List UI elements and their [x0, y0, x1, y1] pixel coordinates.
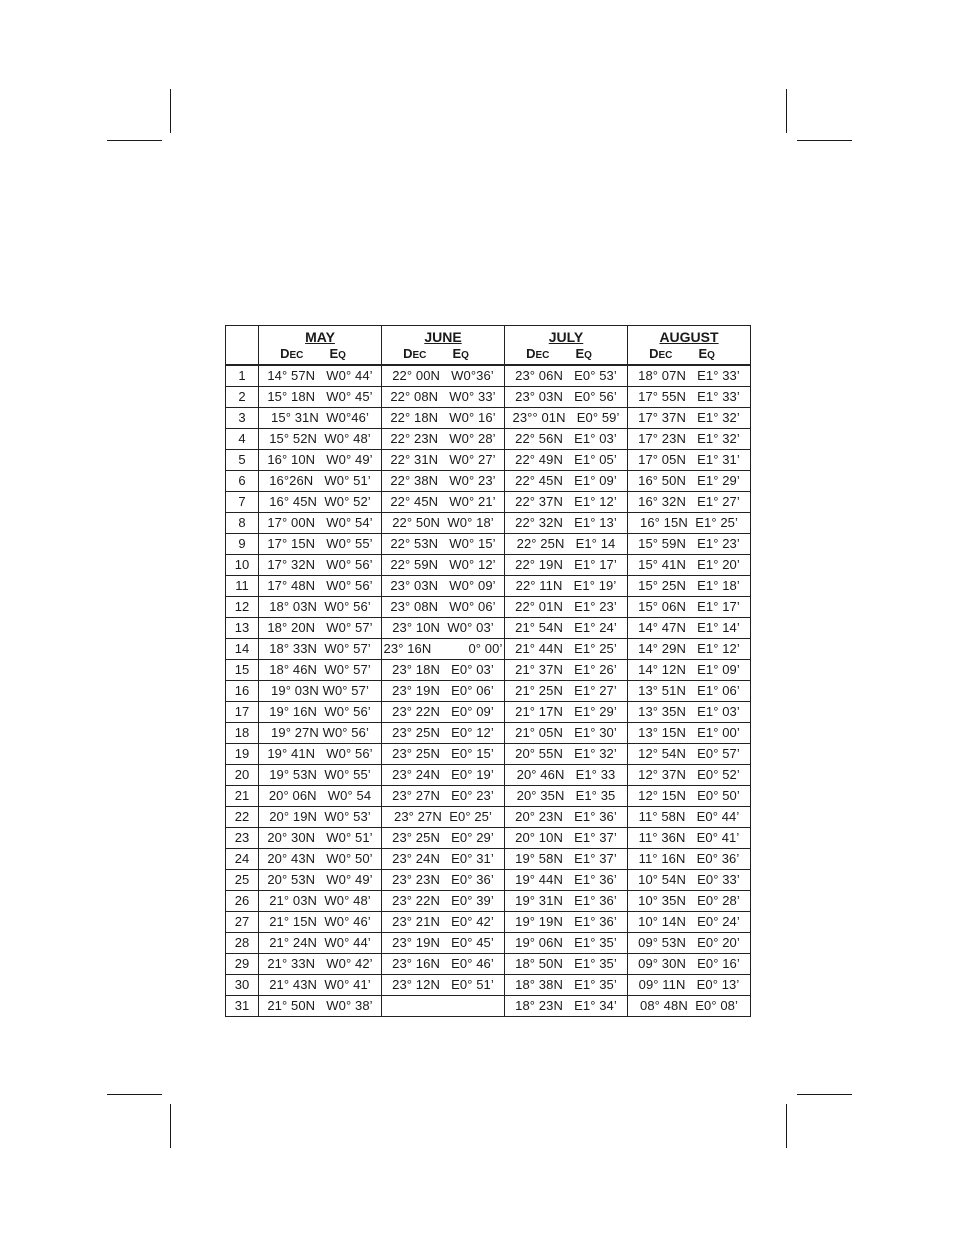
cell-august: 14° 29N E1° 12’	[628, 639, 751, 660]
cell-july: 18° 23N E1° 34’	[505, 996, 628, 1017]
cell-june: 22° 18N W0° 16’	[382, 408, 505, 429]
table-row	[226, 387, 751, 408]
table-row	[226, 933, 751, 954]
cell-july: 22° 19N E1° 17’	[505, 555, 628, 576]
cell-july: 20° 55N E1° 32’	[505, 744, 628, 765]
cell-june: 23° 16N 0° 00’	[382, 639, 505, 660]
cell-july: 22° 01N E1° 23’	[505, 597, 628, 618]
cell-august: 17° 37N E1° 32’	[628, 408, 751, 429]
cell-may: 16° 10N W0° 49’	[259, 450, 382, 471]
cell-july: 20° 10N E1° 37’	[505, 828, 628, 849]
cell-july: 22° 25N E1° 14	[505, 534, 628, 555]
cell-july: 22° 37N E1° 12’	[505, 492, 628, 513]
cell-july: 22° 49N E1° 05’	[505, 450, 628, 471]
cell-may: 21° 33N W0° 42’	[259, 954, 382, 975]
month-name: AUGUST	[659, 329, 719, 345]
cell-june: 23° 21N E0° 42’	[382, 912, 505, 933]
eq-label: EQ	[452, 346, 469, 361]
cell-june: 23° 24N E0° 31’	[382, 849, 505, 870]
cell-august: 11° 58N E0° 44’	[628, 807, 751, 828]
table-row	[226, 618, 751, 639]
cell-july: 19° 06N E1° 35’	[505, 933, 628, 954]
cell-august: 17° 55N E1° 33’	[628, 387, 751, 408]
cell-may: 20° 06N W0° 54	[259, 786, 382, 807]
dec-label: DEC	[403, 346, 427, 361]
cell-june: 22° 53N W0° 15’	[382, 534, 505, 555]
month-header-july	[505, 326, 628, 366]
sub-headers	[505, 346, 627, 364]
crop-mark	[797, 1094, 852, 1095]
cell-july: 20° 35N E1° 35	[505, 786, 628, 807]
cell-august: 09° 11N E0° 13’	[628, 975, 751, 996]
day-number: 21	[226, 786, 259, 807]
header-row	[226, 326, 751, 366]
cell-july: 23° 06N E0° 53’	[505, 365, 628, 387]
table-row	[226, 912, 751, 933]
cell-may: 15° 18N W0° 45’	[259, 387, 382, 408]
cell-june: 23° 25N E0° 29’	[382, 828, 505, 849]
eq-label: EQ	[698, 346, 715, 361]
crop-mark	[107, 140, 162, 141]
cell-may: 19° 27N W0° 56’	[259, 723, 382, 744]
day-number: 1	[226, 365, 259, 387]
cell-july: 23°° 01N E0° 59’	[505, 408, 628, 429]
cell-may: 17° 32N W0° 56’	[259, 555, 382, 576]
cell-august: 15° 06N E1° 17’	[628, 597, 751, 618]
month-name: MAY	[305, 329, 335, 345]
cell-august: 16° 15N E1° 25’	[628, 513, 751, 534]
cell-may: 18° 03N W0° 56’	[259, 597, 382, 618]
cell-may: 21° 43N W0° 41’	[259, 975, 382, 996]
cell-july: 19° 19N E1° 36’	[505, 912, 628, 933]
cell-may: 17° 15N W0° 55’	[259, 534, 382, 555]
cell-june: 23° 16N E0° 46’	[382, 954, 505, 975]
eq-label: EQ	[575, 346, 592, 361]
cell-july: 21° 44N E1° 25’	[505, 639, 628, 660]
table-row	[226, 849, 751, 870]
day-number: 24	[226, 849, 259, 870]
cell-june: 22° 31N W0° 27’	[382, 450, 505, 471]
cell-august: 14° 12N E1° 09’	[628, 660, 751, 681]
day-number: 23	[226, 828, 259, 849]
cell-may: 18° 33N W0° 57’	[259, 639, 382, 660]
crop-mark	[786, 89, 787, 133]
cell-july: 18° 38N E1° 35’	[505, 975, 628, 996]
crop-mark	[786, 1104, 787, 1148]
table-row	[226, 513, 751, 534]
month-header-june	[382, 326, 505, 366]
day-number: 13	[226, 618, 259, 639]
cell-august: 09° 30N E0° 16’	[628, 954, 751, 975]
table-row	[226, 744, 751, 765]
crop-mark	[107, 1094, 162, 1095]
cell-august: 08° 48N E0° 08’	[628, 996, 751, 1017]
cell-july: 21° 25N E1° 27’	[505, 681, 628, 702]
cell-may: 17° 48N W0° 56’	[259, 576, 382, 597]
cell-august: 14° 47N E1° 14’	[628, 618, 751, 639]
cell-july: 20° 23N E1° 36’	[505, 807, 628, 828]
cell-june: 23° 19N E0° 45’	[382, 933, 505, 954]
cell-july: 18° 50N E1° 35’	[505, 954, 628, 975]
cell-june: 22° 00N W0°36’	[382, 365, 505, 387]
cell-may: 21° 50N W0° 38’	[259, 996, 382, 1017]
cell-july: 22° 32N E1° 13’	[505, 513, 628, 534]
cell-august: 15° 41N E1° 20’	[628, 555, 751, 576]
day-number: 11	[226, 576, 259, 597]
day-header-blank	[226, 326, 259, 366]
table-row	[226, 723, 751, 744]
table-row	[226, 828, 751, 849]
table-row	[226, 660, 751, 681]
cell-june: 23° 08N W0° 06’	[382, 597, 505, 618]
table-row	[226, 408, 751, 429]
cell-june: 23° 25N E0° 15’	[382, 744, 505, 765]
cell-may: 21° 03N W0° 48’	[259, 891, 382, 912]
table-row	[226, 870, 751, 891]
table-row	[226, 365, 751, 387]
day-number: 28	[226, 933, 259, 954]
cell-june: 23° 25N E0° 12’	[382, 723, 505, 744]
cell-august: 11° 16N E0° 36’	[628, 849, 751, 870]
cell-july: 21° 17N E1° 29’	[505, 702, 628, 723]
cell-july: 21° 05N E1° 30’	[505, 723, 628, 744]
cell-july: 19° 44N E1° 36’	[505, 870, 628, 891]
table-row	[226, 576, 751, 597]
table-row	[226, 681, 751, 702]
table-row	[226, 702, 751, 723]
table-row	[226, 492, 751, 513]
day-number: 25	[226, 870, 259, 891]
cell-june: 23° 27N E0° 25’	[382, 807, 505, 828]
day-number: 10	[226, 555, 259, 576]
cell-august: 12° 37N E0° 52’	[628, 765, 751, 786]
table-row	[226, 975, 751, 996]
day-number: 18	[226, 723, 259, 744]
day-number: 29	[226, 954, 259, 975]
cell-june: 22° 23N W0° 28’	[382, 429, 505, 450]
cell-june: 23° 23N E0° 36’	[382, 870, 505, 891]
cell-august: 16° 50N E1° 29’	[628, 471, 751, 492]
cell-august: 10° 54N E0° 33’	[628, 870, 751, 891]
cell-may: 19° 03N W0° 57’	[259, 681, 382, 702]
day-number: 20	[226, 765, 259, 786]
month-name: JUNE	[424, 329, 462, 345]
cell-june: 23° 27N E0° 23’	[382, 786, 505, 807]
day-number: 16	[226, 681, 259, 702]
cell-may: 19° 16N W0° 56’	[259, 702, 382, 723]
table-row	[226, 471, 751, 492]
cell-august: 12° 54N E0° 57’	[628, 744, 751, 765]
cell-august: 15° 25N E1° 18’	[628, 576, 751, 597]
cell-may: 20° 30N W0° 51’	[259, 828, 382, 849]
cell-june: 23° 22N E0° 39’	[382, 891, 505, 912]
cell-may: 17° 00N W0° 54’	[259, 513, 382, 534]
month-header-may	[259, 326, 382, 366]
cell-july: 19° 31N E1° 36’	[505, 891, 628, 912]
cell-may: 16°26N W0° 51’	[259, 471, 382, 492]
cell-may: 19° 41N W0° 56’	[259, 744, 382, 765]
table-body	[226, 365, 751, 1017]
cell-june: 23° 24N E0° 19’	[382, 765, 505, 786]
day-number: 8	[226, 513, 259, 534]
cell-july: 21° 37N E1° 26’	[505, 660, 628, 681]
cell-june: 22° 45N W0° 21’	[382, 492, 505, 513]
cell-august: 12° 15N E0° 50’	[628, 786, 751, 807]
crop-mark	[170, 89, 171, 133]
cell-june: 22° 08N W0° 33’	[382, 387, 505, 408]
day-number: 17	[226, 702, 259, 723]
day-number: 15	[226, 660, 259, 681]
table-row	[226, 429, 751, 450]
cell-may: 16° 45N W0° 52’	[259, 492, 382, 513]
month-header-august	[628, 326, 751, 366]
day-number: 2	[226, 387, 259, 408]
cell-may: 20° 43N W0° 50’	[259, 849, 382, 870]
eq-label: EQ	[329, 346, 346, 361]
dec-label: DEC	[280, 346, 304, 361]
declination-equation-table	[225, 325, 751, 1017]
day-number: 5	[226, 450, 259, 471]
day-number: 30	[226, 975, 259, 996]
table-row	[226, 786, 751, 807]
cell-july: 23° 03N E0° 56’	[505, 387, 628, 408]
day-number: 26	[226, 891, 259, 912]
cell-june: 22° 38N W0° 23’	[382, 471, 505, 492]
sub-headers	[382, 346, 504, 364]
table-row	[226, 891, 751, 912]
month-name: JULY	[548, 329, 584, 345]
cell-august: 10° 14N E0° 24’	[628, 912, 751, 933]
cell-august: 17° 23N E1° 32’	[628, 429, 751, 450]
sub-headers	[628, 346, 750, 364]
sub-headers	[259, 346, 381, 364]
day-number: 19	[226, 744, 259, 765]
cell-may: 14° 57N W0° 44’	[259, 365, 382, 387]
dec-label: DEC	[649, 346, 673, 361]
cell-july: 22° 45N E1° 09’	[505, 471, 628, 492]
day-number: 6	[226, 471, 259, 492]
cell-june: 23° 10N W0° 03’	[382, 618, 505, 639]
cell-july: 22° 11N E1° 19’	[505, 576, 628, 597]
table-row	[226, 765, 751, 786]
cell-may: 18° 20N W0° 57’	[259, 618, 382, 639]
cell-may: 21° 24N W0° 44’	[259, 933, 382, 954]
day-number: 9	[226, 534, 259, 555]
cell-august: 15° 59N E1° 23’	[628, 534, 751, 555]
cell-may: 15° 52N W0° 48’	[259, 429, 382, 450]
cell-may: 20° 19N W0° 53’	[259, 807, 382, 828]
cell-august: 13° 35N E1° 03’	[628, 702, 751, 723]
cell-august: 11° 36N E0° 41’	[628, 828, 751, 849]
day-number: 14	[226, 639, 259, 660]
dec-label: DEC	[526, 346, 550, 361]
cell-june	[382, 996, 505, 1017]
cell-august: 13° 15N E1° 00’	[628, 723, 751, 744]
cell-july: 22° 56N E1° 03’	[505, 429, 628, 450]
day-number: 31	[226, 996, 259, 1017]
table-row	[226, 597, 751, 618]
cell-june: 23° 03N W0° 09’	[382, 576, 505, 597]
day-number: 12	[226, 597, 259, 618]
day-number: 4	[226, 429, 259, 450]
cell-may: 21° 15N W0° 46’	[259, 912, 382, 933]
cell-june: 22° 59N W0° 12’	[382, 555, 505, 576]
cell-july: 20° 46N E1° 33	[505, 765, 628, 786]
cell-july: 21° 54N E1° 24’	[505, 618, 628, 639]
cell-august: 18° 07N E1° 33’	[628, 365, 751, 387]
crop-mark	[797, 140, 852, 141]
cell-june: 22° 50N W0° 18’	[382, 513, 505, 534]
table-row	[226, 639, 751, 660]
table-row	[226, 807, 751, 828]
cell-july: 19° 58N E1° 37’	[505, 849, 628, 870]
cell-august: 10° 35N E0° 28’	[628, 891, 751, 912]
table-row	[226, 555, 751, 576]
cell-may: 20° 53N W0° 49’	[259, 870, 382, 891]
cell-may: 15° 31N W0°46’	[259, 408, 382, 429]
crop-mark	[170, 1104, 171, 1148]
day-number: 22	[226, 807, 259, 828]
table-row	[226, 450, 751, 471]
cell-june: 23° 19N E0° 06’	[382, 681, 505, 702]
cell-august: 13° 51N E1° 06’	[628, 681, 751, 702]
day-number: 27	[226, 912, 259, 933]
table-row	[226, 954, 751, 975]
cell-june: 23° 12N E0° 51’	[382, 975, 505, 996]
day-number: 7	[226, 492, 259, 513]
cell-june: 23° 18N E0° 03’	[382, 660, 505, 681]
cell-may: 18° 46N W0° 57’	[259, 660, 382, 681]
cell-august: 09° 53N E0° 20’	[628, 933, 751, 954]
day-number: 3	[226, 408, 259, 429]
table-row	[226, 534, 751, 555]
cell-june: 23° 22N E0° 09’	[382, 702, 505, 723]
cell-august: 16° 32N E1° 27’	[628, 492, 751, 513]
cell-august: 17° 05N E1° 31’	[628, 450, 751, 471]
table-row	[226, 996, 751, 1017]
cell-may: 19° 53N W0° 55’	[259, 765, 382, 786]
